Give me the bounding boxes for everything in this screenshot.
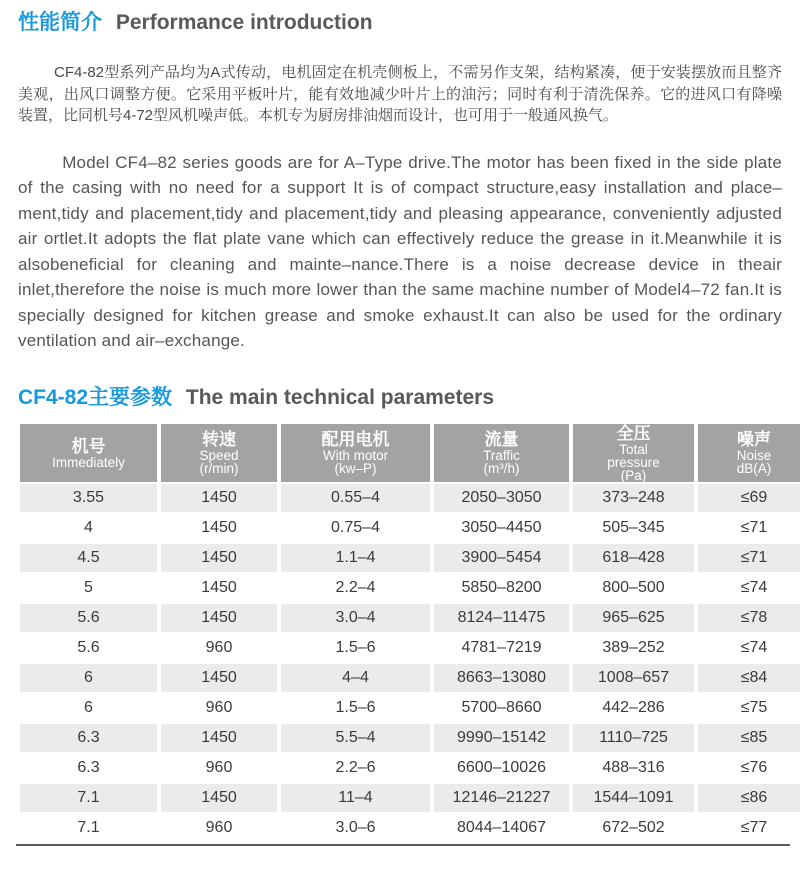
table-cell: 2050–3050: [434, 484, 569, 512]
table-cell: 6: [84, 698, 93, 716]
parameters-table-body: [20, 484, 800, 842]
column-header-chinese: 机号: [71, 436, 106, 456]
column-header: [281, 424, 430, 482]
table-cell: 5.5–4: [281, 724, 430, 752]
column-header-english: pressure: [607, 454, 660, 470]
table-cell: 965–625: [573, 604, 694, 632]
performance-title-chinese: 性能简介: [18, 11, 102, 34]
column-header: [434, 424, 569, 482]
table-cell: ≤76: [740, 758, 768, 776]
column-header-english: With motor: [322, 448, 389, 463]
table-cell: 5.6: [77, 638, 100, 656]
table-cell: 8663–13080: [434, 664, 569, 692]
column-header: [698, 424, 800, 482]
table-cell: 3.55: [20, 484, 157, 512]
column-header-english: Total: [619, 441, 648, 457]
table-row: [20, 814, 800, 842]
table-cell: 3900–5454: [434, 544, 569, 572]
table-cell: 5: [84, 578, 93, 596]
table-row: [20, 604, 800, 632]
table-cell: 488–316: [602, 758, 665, 776]
table-cell: ≤69: [698, 484, 800, 512]
table-cell: 2.2–4: [335, 578, 376, 596]
intro-paragraph-chinese: CF4-82型系列产品均为A式传动，电机固定在机壳侧板上，不需另作支架，结构紧凑，便于安装摆放而且整齐美观，出风口调整方便。它采用平板叶片，能有效地减少叶片上的油污；同时有利于清洗保养。它的进风口有降噪装置，比同机号4-72型风机噪声低。本机专为厨房排油烟而设计，也可用于一般通风换气。: [18, 64, 782, 124]
table-cell: 2.2–6: [335, 758, 376, 776]
table-cell: 3.0–6: [335, 818, 376, 836]
column-header-english: Speed: [199, 448, 239, 463]
table-cell: 6.3: [77, 758, 100, 776]
table-cell: 1110–725: [573, 724, 694, 752]
parameters-section-title: [18, 385, 786, 411]
table-cell: 8044–14067: [457, 818, 546, 836]
column-header: [161, 424, 277, 482]
table-cell: 1450: [201, 518, 237, 536]
table-cell: 442–286: [602, 698, 665, 716]
table-cell: 1.5–6: [335, 638, 376, 656]
column-header-english: Noise: [736, 448, 772, 463]
table-cell: 1450: [161, 664, 277, 692]
table-cell: 1450: [161, 544, 277, 572]
table-cell: 618–428: [573, 544, 694, 572]
column-header-english: (m³/h): [483, 461, 520, 476]
table-cell: ≤71: [740, 518, 768, 536]
column-header-english: (r/min): [199, 461, 239, 476]
table-cell: 6600–10026: [457, 758, 546, 776]
table-cell: 7.1: [77, 818, 100, 836]
table-cell: 1544–1091: [573, 784, 694, 812]
table-cell: 7.1: [20, 784, 157, 812]
parameters-title-chinese: CF4-82主要参数: [18, 385, 173, 409]
table-cell: 1450: [161, 604, 277, 632]
parameters-title-english: The main technical parameters: [185, 385, 494, 409]
table-cell: 1450: [161, 784, 277, 812]
table-cell: 389–252: [602, 638, 665, 656]
table-cell: 1008–657: [573, 664, 694, 692]
table-cell: 4: [84, 518, 93, 536]
table-cell: 672–502: [602, 818, 665, 836]
column-header-english: Immediately: [52, 454, 125, 470]
table-cell: 373–248: [573, 484, 694, 512]
column-header-chinese: 流量: [484, 430, 519, 449]
table-cell: ≤74: [740, 638, 768, 656]
table-cell: 6: [20, 664, 157, 692]
table-cell: 5850–8200: [461, 578, 542, 596]
column-header-chinese: 配用电机: [321, 430, 390, 449]
table-row: [20, 664, 800, 692]
table-cell: 1.5–6: [335, 698, 376, 716]
table-cell: 1.1–4: [281, 544, 430, 572]
table-cell: 6.3: [20, 724, 157, 752]
column-header-chinese: 噪声: [737, 430, 771, 449]
table-row: [20, 634, 800, 662]
column-header-chinese: 转速: [202, 430, 236, 449]
column-header: [20, 424, 157, 482]
table-row: [20, 574, 800, 602]
table-cell: 1450: [161, 484, 277, 512]
table-cell: 960: [205, 758, 233, 776]
table-cell: 11–4: [281, 784, 430, 812]
parameters-table-wrapper: [16, 422, 790, 846]
table-cell: 5700–8660: [461, 698, 542, 716]
column-header-english: Traffic: [483, 448, 520, 463]
table-cell: 4781–7219: [461, 638, 542, 656]
table-cell: ≤77: [740, 818, 768, 836]
table-cell: ≤74: [740, 578, 768, 596]
column-header-english: (Pa): [620, 467, 647, 483]
parameters-table: [16, 422, 800, 844]
table-row: [20, 484, 800, 512]
table-cell: 800–500: [602, 578, 665, 596]
performance-section-title: [18, 10, 786, 36]
table-cell: 960: [205, 698, 233, 716]
column-header-chinese: 全压: [616, 423, 651, 443]
column-header-english: dB(A): [736, 461, 772, 476]
table-cell: 3050–4450: [461, 518, 542, 536]
table-row: [20, 754, 800, 782]
table-cell: 9990–15142: [434, 724, 569, 752]
parameters-table-head: [20, 424, 800, 482]
table-cell: 12146–21227: [434, 784, 569, 812]
table-cell: 5.6: [20, 604, 157, 632]
table-cell: 4–4: [281, 664, 430, 692]
table-cell: 1450: [201, 578, 237, 596]
table-cell: ≤84: [698, 664, 800, 692]
table-cell: 1450: [161, 724, 277, 752]
table-row: [20, 724, 800, 752]
performance-title-english: Performance introduction: [115, 11, 373, 34]
table-cell: 4.5: [20, 544, 157, 572]
table-cell: ≤85: [698, 724, 800, 752]
header-row: [20, 424, 800, 482]
table-row: [20, 544, 800, 572]
column-header: [573, 424, 694, 482]
table-cell: 8124–11475: [434, 604, 569, 632]
table-cell: 960: [205, 638, 233, 656]
table-cell: 0.55–4: [281, 484, 430, 512]
table-cell: ≤78: [698, 604, 800, 632]
table-cell: ≤75: [740, 698, 768, 716]
table-cell: 0.75–4: [331, 518, 380, 536]
table-cell: ≤86: [698, 784, 800, 812]
table-row: [20, 784, 800, 812]
table-cell: ≤71: [698, 544, 800, 572]
table-cell: 505–345: [602, 518, 665, 536]
table-row: [20, 694, 800, 722]
table-row: [20, 514, 800, 542]
column-header-english: (kw–P): [334, 461, 377, 476]
table-cell: 3.0–4: [281, 604, 430, 632]
table-cell: 960: [205, 818, 233, 836]
intro-paragraph-english: Model CF4–82 series goods are for A–Type drive.The motor has been fixed in the side plate of the casing with no need for a support It is of compact structure,easy installation and place–ment,tidy and placement,tidy and placement,tidy and pleasing appearance, conveniently adjusted air ortlet.It adopts the flat plate vane which can effectively reduce the grease in it.Meanwhile it is alsobeneficial for cleaning and mainte–nance.There is a noise decrease device in theair inlet,therefore the noise is much more lower than the same machine number of Model4–72 fan.It is specially designed for kitchen grease and smoke exhaust.It can also be used for the ordinary ventilation and air–exchange.: [18, 152, 782, 350]
